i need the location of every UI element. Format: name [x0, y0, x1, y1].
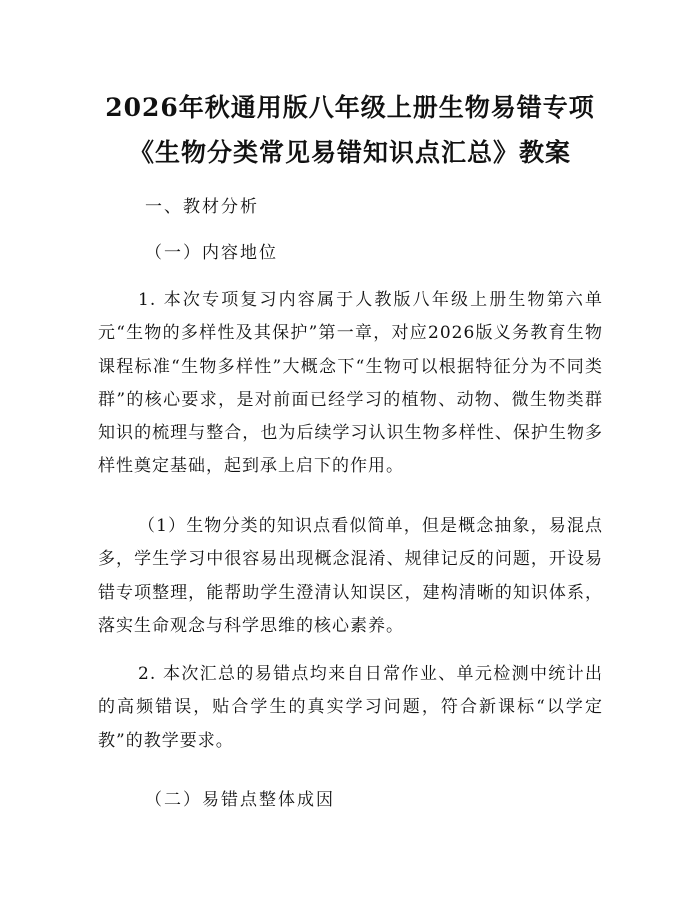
paragraph-2: （1）生物分类的知识点看似简单，但是概念抽象，易混点多，学生学习中很容易出现概念混淆、规律记反的问题，开设易错专项整理，能帮助学生澄清认知误区，建构清晰的知识体系，落实生命观念与科学思维的核心素养。 — [98, 516, 603, 636]
paragraph-3: 2. 本次汇总的易错点均来自日常作业、单元检测中统计出的高频错误，贴合学生的真实学习问题，符合新课标“以学定教”的教学要求。 — [98, 664, 603, 751]
paragraph-1: 1. 本次专项复习内容属于人教版八年级上册生物第六单元“生物的多样性及其保护”第一章，对应2026版义务教育生物课程标准“生物多样性”大概念下“生物可以根据特征分为不同类群”的核心要求，是对前面已经学习的植物、动物、微生物类群知识的梳理与整合，也为后续学习认识生物多样性、保护生物多样性奠定基础，起到承上启下的作用。 — [98, 290, 603, 477]
document-title-line2: 《生物分类常见易错知识点汇总》教案 — [128, 138, 571, 167]
document-title-line1: 2026年秋通用版八年级上册生物易错专项 — [105, 93, 595, 122]
subsection-heading-content-position: （一）内容地位 — [145, 243, 278, 263]
section-heading-textbook-analysis: 一、教材分析 — [145, 197, 259, 217]
subsection-heading-error-causes: （二）易错点整体成因 — [145, 790, 335, 810]
